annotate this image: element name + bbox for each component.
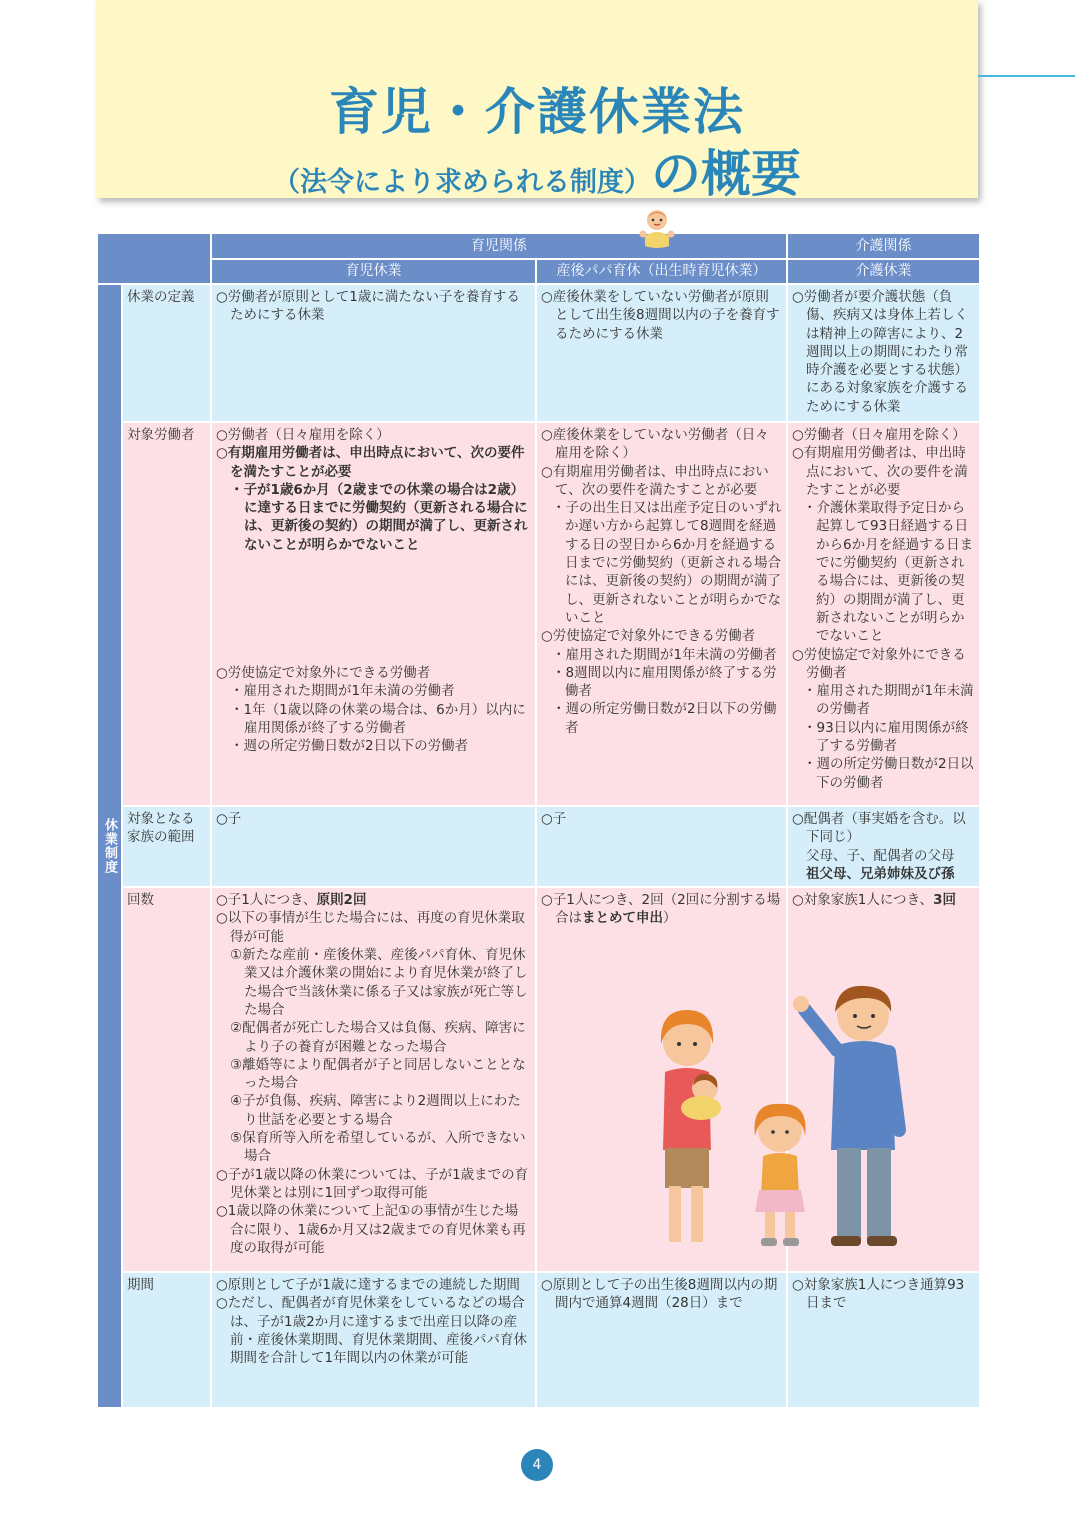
text-workers-care-3: ・介護休業取得予定日から起算して93日経過する日から6か月を経過する日までに労働契約（更新される場合には、更新後の契約）の期間が満了し、更新されないことが明らかでないこと	[803, 500, 974, 645]
row-label-family: 対象となる家族の範囲	[122, 806, 211, 887]
text-count-childcare-s3: ③離婚等により配偶者が子と同居しないこととなった場合	[230, 1056, 526, 1092]
text-workers-care-5: ・雇用された期間が1年未満の労働者	[803, 683, 974, 718]
cell-period-papa	[536, 1272, 787, 1408]
text-workers-childcare-6: ・1年（1歳以降の休業の場合は、6か月）以内に雇用関係が終了する労働者	[230, 701, 526, 736]
page-number: 4	[521, 1449, 553, 1481]
text-workers-care-2: ○有期雇用労働者は、申出時点において、次の要件を満たすことが必要	[792, 445, 968, 498]
text-count-childcare-s5: ⑤保育所等入所を希望しているが、入所できない場合	[230, 1130, 526, 1165]
text-period-childcare-2: ○ただし、配偶者が育児休業をしているなどの場合は、子が1歳2か月に達するまで出産日以降の産前・産後休業期間、育児休業期間、産後パパ育休期間を合計して1年間以内の休業が可能	[216, 1295, 527, 1367]
text-family-care-2: 父母、子、配偶者の父母	[806, 847, 955, 864]
row-label-workers: 対象労働者	[122, 422, 211, 806]
cell-definition-childcare	[211, 284, 536, 422]
subtitle-parenthetical: （法令により求められる制度）	[273, 167, 651, 198]
text-family-childcare: ○子	[216, 811, 242, 827]
text-count-papa-a: ○子1人につき、2回（2回に分割する場合は	[541, 892, 781, 927]
col-header-care-leave: 介護休業	[787, 259, 980, 284]
text-workers-papa-2: ○有期雇用労働者は、申出時点において、次の要件を満たすことが必要	[541, 463, 769, 498]
text-workers-papa-4: ○労使協定で対象外にできる労働者	[541, 628, 756, 645]
text-count-childcare-s2: ②配偶者が死亡した場合又は負傷、疾病、障害により子の養育が困難となった場合	[230, 1020, 526, 1055]
row-label-count: 回数	[122, 887, 211, 1272]
page-subtitle	[96, 134, 978, 206]
text-workers-papa-3: ・子の出生日又は出産予定日のいずれか遅い方から起算して8週間を経過する日の翌日から6か月を経過する日までに労働契約（更新される場合には、更新後の契約）の期間が満了し、更新されないことが明らかでないこと	[552, 500, 782, 626]
text-count-childcare-1a: ○子1人につき、	[216, 892, 317, 909]
cell-workers-care	[787, 422, 980, 806]
text-workers-care-1: ○労働者（日々雇用を除く）	[792, 427, 966, 443]
row-label-definition: 休業の定義	[122, 284, 211, 422]
cell-workers-papa	[536, 422, 787, 806]
cell-family-care	[787, 806, 980, 887]
cell-definition-papa	[536, 284, 787, 422]
text-count-childcare-3: ○子が1歳以降の休業については、子が1歳までの育児休業とは別に1回ずつ取得可能	[216, 1166, 529, 1201]
text-workers-care-4: ○労使協定で対象外にできる労働者	[792, 646, 966, 681]
text-count-papa-c: ）	[663, 910, 677, 927]
text-family-care-3: 祖父母、兄弟姉妹及び孫	[806, 865, 955, 882]
text-workers-papa-6: ・8週間以内に雇用関係が終了する労働者	[552, 664, 777, 700]
cell-period-childcare	[211, 1272, 536, 1408]
baby-illustration	[637, 208, 677, 250]
text-count-childcare-1b: 原則2回	[316, 892, 367, 909]
text-family-care-1: ○配偶者（事実婚を含む。以下同じ）	[792, 811, 966, 846]
group-header-caregiving: 介護関係	[787, 233, 980, 259]
decorative-line	[978, 75, 1075, 77]
side-label-leave-system: 休業制度	[97, 284, 122, 1408]
subtitle-overview: の概要	[651, 145, 801, 203]
page-title: 育児・介護休業法	[329, 83, 745, 141]
col-header-childcare-leave: 育児休業	[211, 259, 536, 284]
text-workers-papa-7: ・週の所定労働日数が2日以下の労働者	[552, 701, 777, 736]
text-count-care-b: 3回	[933, 892, 956, 909]
text-workers-childcare-4: ○労使協定で対象外にできる労働者	[216, 665, 431, 682]
text-count-childcare-2: ○以下の事情が生じた場合には、再度の育児休業取得が可能	[216, 910, 525, 945]
text-workers-childcare-5: ・雇用された期間が1年未満の労働者	[230, 683, 455, 700]
text-workers-papa-1: ○産後休業をしていない労働者（日々雇用を除く）	[541, 427, 769, 462]
text-workers-care-7: ・週の所定労働日数が2日以下の労働者	[803, 756, 974, 791]
text-workers-care-6: ・93日以内に雇用関係が終了する労働者	[803, 719, 969, 755]
text-family-papa: ○子	[541, 811, 567, 827]
text-count-childcare-s4: ④子が負傷、疾病、障害により2週間以上にわたり世話を必要とする場合	[230, 1093, 521, 1128]
cell-family-childcare	[211, 806, 536, 887]
text-definition-childcare: ○労働者が原則として1歳に満たない子を養育するためにする休業	[216, 289, 520, 324]
text-count-papa-b: まとめて申出	[582, 910, 663, 927]
cell-family-papa	[536, 806, 787, 887]
text-count-childcare-s1: ①新たな産前・産後休業、産後パパ育休、育児休業又は介護休業の開始により育児休業が終了した場合で当該休業に係る子又は家族が死亡等した場合	[230, 947, 528, 1018]
text-workers-childcare-7: ・週の所定労働日数が2日以下の労働者	[230, 738, 469, 755]
corner-header	[97, 233, 211, 284]
text-workers-childcare-3: ・子が1歳6か月（2歳までの休業の場合は2歳）に達する日までに労働契約（更新される場合には、更新後の契約）の期間が満了し、更新されないことが明らかでないこと	[230, 481, 528, 553]
text-period-papa: ○原則として子の出生後8週間以内の期間内で通算4週間（28日）まで	[541, 1277, 778, 1312]
col-header-papa-leave: 産後パパ育休（出生時育児休業）	[536, 259, 787, 284]
text-count-care-a: ○対象家族1人につき、	[792, 892, 934, 909]
text-definition-papa: ○産後休業をしていない労働者が原則として出生後8週間以内の子を養育するためにする休業	[541, 289, 780, 342]
text-workers-childcare-1: ○労働者（日々雇用を除く）	[216, 427, 390, 443]
group-header-childcare: 育児関係	[211, 233, 787, 259]
row-label-period: 期間	[122, 1272, 211, 1408]
family-illustration	[645, 980, 920, 1255]
cell-workers-childcare	[211, 422, 536, 806]
cell-definition-care	[787, 284, 980, 422]
text-period-care: ○対象家族1人につき通算93日まで	[792, 1277, 965, 1312]
cell-period-care	[787, 1272, 980, 1408]
text-definition-care: ○労働者が要介護状態（負傷、疾病又は身体上若しくは精神上の障害により、2週間以上の期間にわたり常時介護を必要とする状態）にある対象家族を介護するためにする休業	[792, 289, 968, 415]
text-workers-childcare-2: ○有期雇用労働者は、申出時点において、次の要件を満たすことが必要	[216, 445, 525, 480]
text-count-childcare-4: ○1歳以降の休業について上記①の事情が生じた場合に限り、1歳6か月又は2歳までの育児休業も再度の取得が可能	[216, 1203, 526, 1256]
cell-count-childcare	[211, 887, 536, 1272]
title-box	[96, 0, 978, 203]
text-workers-papa-5: ・雇用された期間が1年未満の労働者	[552, 646, 777, 663]
text-period-childcare-1: ○原則として子が1歳に達するまでの連続した期間	[216, 1277, 520, 1294]
